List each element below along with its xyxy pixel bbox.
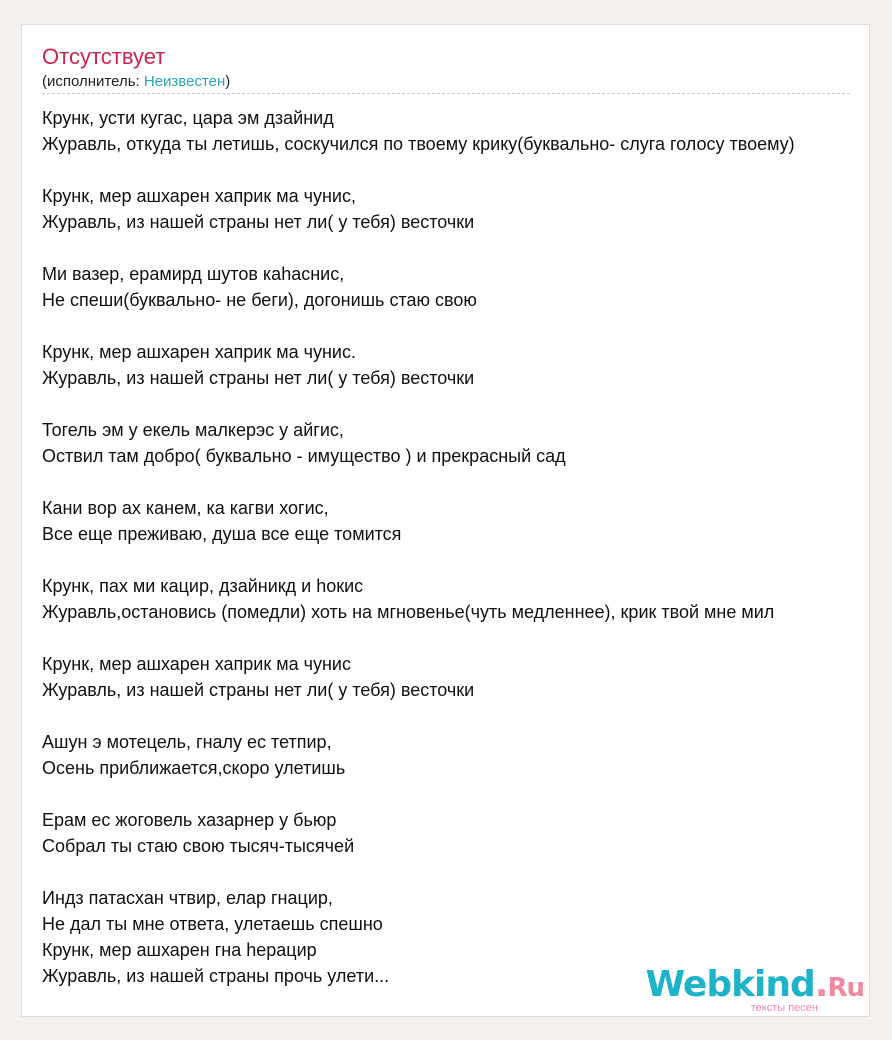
site-watermark: [645, 964, 864, 1014]
lyric-line: Тогель эм у екель малкерэс у айгис,: [42, 420, 344, 440]
watermark-brand: Webkind: [645, 964, 815, 1005]
lyric-line: Не спеши(буквально- не беги), догонишь стаю свою: [42, 290, 477, 310]
lyric-line: Оствил там добро( буквально - имущество ) и прекрасный сад: [42, 446, 566, 466]
lyric-line: Крунк, мер ашхарен хаприк ма чунис,: [42, 186, 356, 206]
lyric-line: Все еще преживаю, душа все еще томится: [42, 524, 402, 544]
lyric-line: Журавль, из нашей страны прочь улети...: [42, 966, 390, 986]
title-divider: [42, 93, 850, 94]
lyric-line: Журавль, откуда ты летишь, соскучился по твоему крику(буквально- слуга голосу твоему): [42, 134, 795, 154]
artist-link[interactable]: Неизвестен: [143, 73, 226, 90]
lyric-line: Журавль, из нашей страны нет ли( у тебя) весточки: [42, 368, 475, 388]
lyrics-card: [21, 24, 870, 1017]
stanza-gap: [42, 781, 795, 807]
lyric-line: Крунк, мер ашхарен гна hерацир: [42, 940, 317, 960]
lyric-line: Собрал ты стаю свою тысяч-тысячей: [42, 836, 355, 856]
lyric-line: Осень приближается,скоро улетишь: [42, 758, 346, 778]
lyric-line: Ерам ес жоговель хазарнер у бьюр: [42, 810, 337, 830]
lyric-line: Крунк, усти кугас, цара эм дзайнид: [42, 108, 334, 128]
artist-suffix: ): [225, 73, 231, 90]
lyric-line: Ми вазер, ерамирд шутов каhаснис,: [42, 264, 345, 284]
watermark-dot: .: [814, 964, 828, 1005]
stanza-gap: [42, 157, 795, 183]
lyric-line: Не дал ты мне ответа, улетаешь спешно: [42, 914, 383, 934]
lyric-line: Индз патасхан чтвир, елар гнацир,: [42, 888, 333, 908]
lyric-line: Крунк, мер ашхарен хаприк ма чунис.: [42, 342, 356, 362]
lyric-line: Кани вор ах канем, ка кагви хогис,: [42, 498, 329, 518]
lyric-line: Журавль, из нашей страны нет ли( у тебя) весточки: [42, 212, 475, 232]
lyric-line: Ашун э мотецель, гналу ес тетпир,: [42, 732, 332, 752]
artist-prefix: (исполнитель:: [42, 73, 144, 90]
stanza-gap: [42, 469, 795, 495]
stanza-gap: [42, 859, 795, 885]
lyric-line: Журавль, из нашей страны нет ли( у тебя) весточки: [42, 680, 475, 700]
stanza-gap: [42, 391, 795, 417]
stanza-gap: [42, 235, 795, 261]
stanza-gap: [42, 313, 795, 339]
lyric-line: Журавль,остановись (помедли) хоть на мгновенье(чуть медленнее), крик твой мне мил: [42, 602, 775, 622]
watermark-logo: [645, 964, 864, 1006]
watermark-tagline: тексты песен: [750, 1002, 818, 1014]
lyric-line: Крунк, мер ашхарен хаприк ма чунис: [42, 654, 351, 674]
artist-line: [42, 73, 230, 91]
lyric-line: Крунк, пах ми кацир, дзайникд и hокис: [42, 576, 364, 596]
watermark-tld: Ru: [827, 973, 864, 1003]
stanza-gap: [42, 547, 795, 573]
stanza-gap: [42, 703, 795, 729]
stanza-gap: [42, 625, 795, 651]
lyrics-body: [42, 105, 795, 989]
song-title: Отсутствует: [42, 44, 166, 69]
